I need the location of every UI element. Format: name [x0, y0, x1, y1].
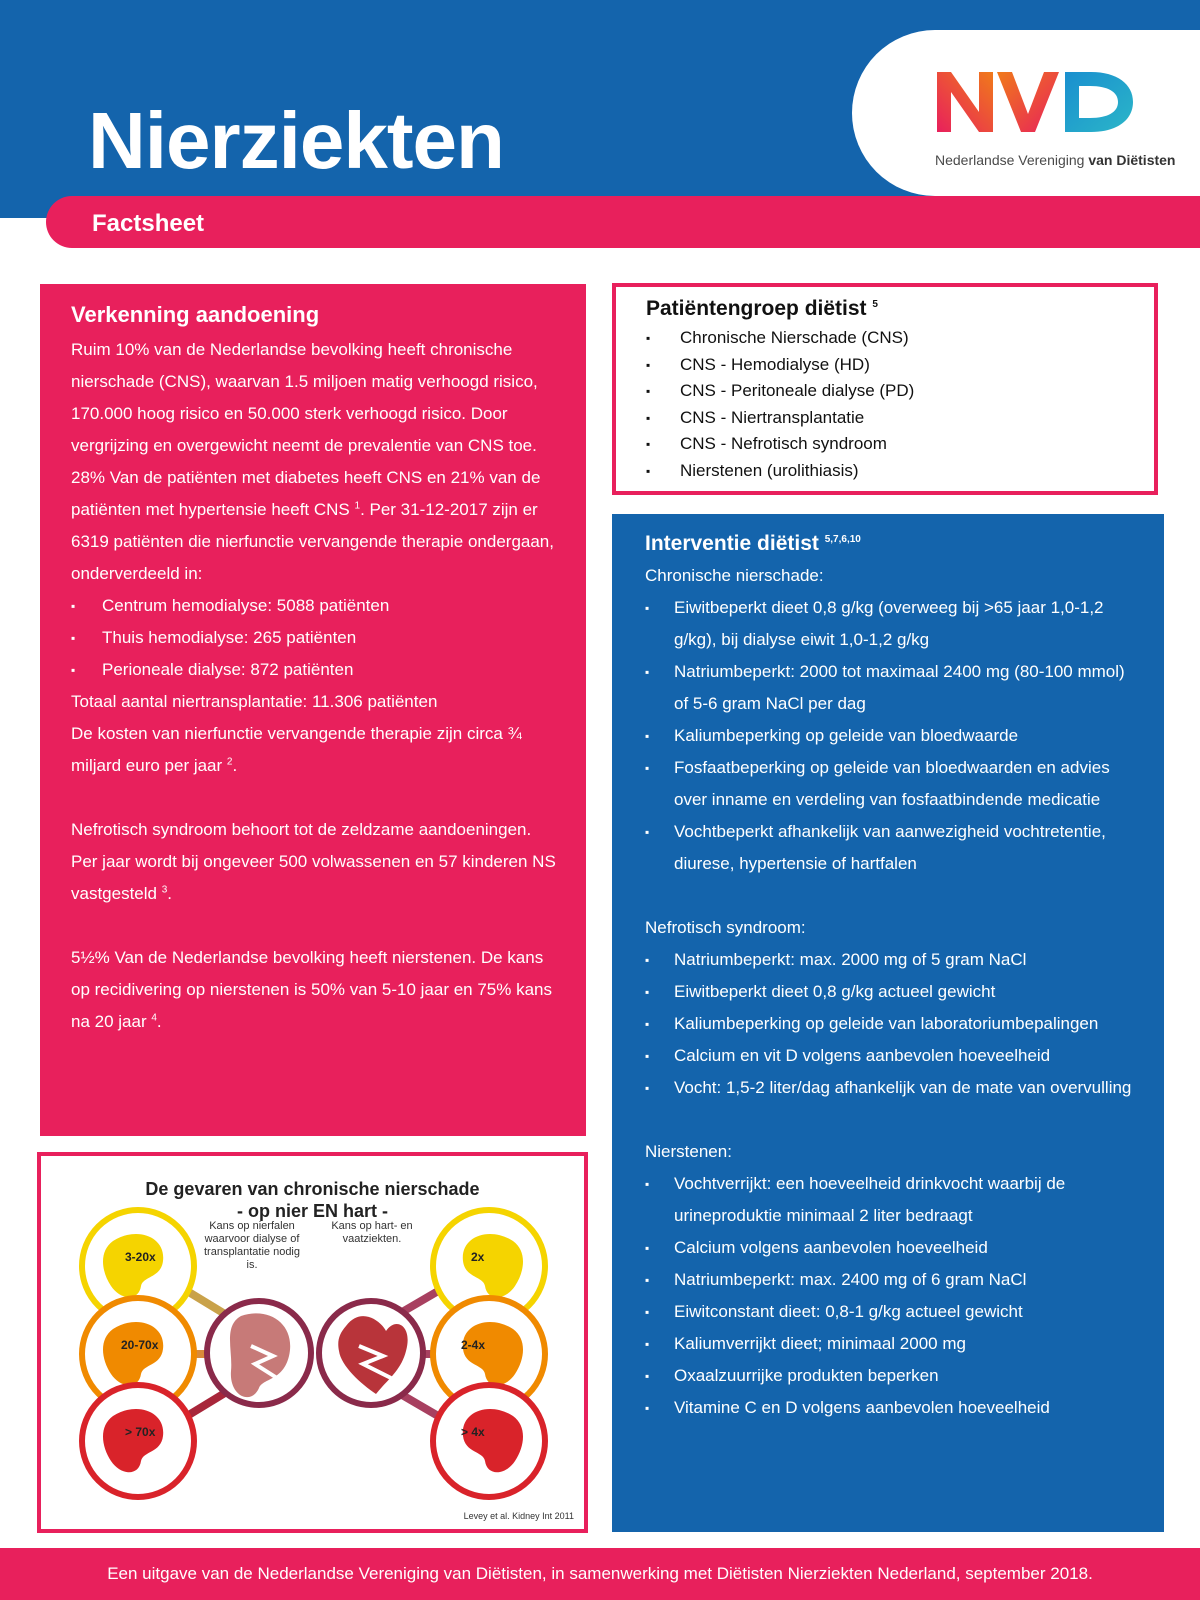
logo-letter-v [997, 72, 1059, 132]
list-item: ▪ Natriumbeperkt: max. 2000 mg of 5 gram NaCl [645, 944, 1134, 976]
section-interventie [612, 514, 1164, 1532]
section-verkenning [40, 284, 586, 1136]
list-item: ▪ CNS - Nefrotisch syndroom [646, 431, 1124, 458]
list-item: ▪ Vochtbeperkt afhankelijk van aanwezigheid vochtretentie, diurese, hypertensie of hartfalen [645, 816, 1134, 880]
list-item: ▪ Fosfaatbeperking op geleide van bloedwaarden en advies over inname en verdeling van fosfaatbindende medicatie [645, 752, 1134, 816]
intervention-list-ns [645, 944, 1134, 1104]
list-item: ▪ Vocht: 1,5-2 liter/dag afhankelijk van de mate van overvulling [645, 1072, 1134, 1104]
nvd-logo [933, 68, 1183, 188]
section-heading: Patiëntengroep diëtist $^5$ [646, 297, 878, 320]
list-item: ▪ Kaliumbeperking op geleide van laboratoriumbepalingen [645, 1008, 1134, 1040]
infographic-subtitle: - op nier EN hart - [236, 1201, 388, 1221]
list-item: ▪ Kaliumverrijkt dieet; minimaal 2000 mg [645, 1328, 1134, 1360]
list-item: ▪ Natriumbeperkt: max. 2400 mg of 6 gram NaCl [645, 1264, 1134, 1296]
heart-risk-label: > 4x [461, 1425, 485, 1439]
list-item: ▪ Eiwitbeperkt dieet 0,8 g/kg (overweeg bij >65 jaar 1,0-1,2 g/kg), bij dialyse eiwit 1,0-1,2 g/kg [645, 592, 1134, 656]
heart-risk-label: 2x [471, 1250, 485, 1264]
infographic-citation: Levey et al. Kidney Int 2011 [463, 1511, 574, 1521]
logo-tagline: Nederlandse Vereniging van Diëtisten [935, 152, 1176, 168]
subsection-label: Nierstenen: [645, 1142, 732, 1161]
list-item: ▪ Chronische Nierschade (CNS) [646, 325, 1124, 352]
infographic [37, 1152, 588, 1533]
list-item: ▪ Eiwitbeperkt dieet 0,8 g/kg actueel gewicht [645, 976, 1134, 1008]
infographic-title: De gevaren van chronische nierschade [145, 1179, 480, 1199]
footer: Een uitgave van de Nederlandse Vereniging van Diëtisten, in samenwerking met Diëtisten Nierziekten Nederland, september 2018. [0, 1548, 1200, 1600]
list-item: ▪ Natriumbeperkt: 2000 tot maximaal 2400 mg (80-100 mmol) of 5-6 gram NaCl per dag [645, 656, 1134, 720]
section-heading: Verkenning aandoening [71, 302, 320, 327]
list-item: ▪ Vitamine C en D volgens aanbevolen hoeveelheid [645, 1392, 1134, 1424]
list-item: ▪ Thuis hemodialyse: 265 patiënten [71, 622, 556, 654]
list-item: ▪ CNS - Hemodialyse (HD) [646, 352, 1124, 379]
paragraph-diabetes: 28% Van de patiënten met diabetes heeft CNS en 21% van de patiënten met hypertensie heeft CNS $^1$. Per 31-12-2017 zijn er 6319 patiënten die nierfunctie vervangende therapie ondergaan, onderverdeeld in: [71, 468, 554, 583]
subsection-label: Chronische nierschade: [645, 566, 824, 585]
heart-caption: Kans op hart- en vaatziekten. [331, 1220, 413, 1245]
paragraph-nierstenen: 5½% Van de Nederlandse bevolking heeft nierstenen. De kans op recidivering op nierstenen is 50% van 5-10 jaar en 75% kans na 20 jaar $^4$. [71, 948, 553, 1031]
page-title: Nierziekten [88, 96, 504, 185]
list-item: ▪ Nierstenen (urolithiasis) [646, 458, 1124, 485]
list-item: ▪ Kaliumbeperking op geleide van bloedwaarde [645, 720, 1134, 752]
factsheet-label: Factsheet [92, 210, 205, 237]
heart-risk-label: 2-4x [461, 1338, 486, 1352]
kidney-risk-label: 3-20x [125, 1250, 156, 1264]
list-item: ▪ Centrum hemodialyse: 5088 patiënten [71, 590, 556, 622]
kidney-risk-label: 20-70x [121, 1338, 159, 1352]
paragraph-nefrotisch: Nefrotisch syndroom behoort tot de zeldzame aandoeningen. Per jaar wordt bij ongeveer 500 volwassenen en 57 kinderen NS vastgesteld $^3$. [71, 820, 556, 903]
paragraph-transplant: Totaal aantal niertransplantatie: 11.306 patiënten [71, 692, 438, 711]
kidney-risk-label: > 70x [125, 1425, 156, 1439]
list-item: ▪ Calcium volgens aanbevolen hoeveelheid [645, 1232, 1134, 1264]
factsheet-bar [46, 196, 1200, 248]
section-heading: Interventie diëtist $^{5,7,6,10}$ [645, 532, 861, 555]
logo-letter-d [1065, 72, 1133, 132]
list-item: ▪ Eiwitconstant dieet: 0,8-1 g/kg actueel gewicht [645, 1296, 1134, 1328]
dialysis-list [71, 590, 556, 686]
paragraph-costs: De kosten van nierfunctie vervangende therapie zijn circa ¾ miljard euro per jaar $^2$. [71, 724, 522, 775]
intervention-list-stones [645, 1168, 1134, 1424]
list-item: ▪ Vochtverrijkt: een hoeveelheid drinkvocht waarbij de urineproduktie minimaal 2 liter bedraagt [645, 1168, 1134, 1232]
section-patientengroep [612, 283, 1158, 495]
list-item: ▪ CNS - Peritoneale dialyse (PD) [646, 378, 1124, 405]
logo-letter-n [937, 72, 993, 132]
paragraph-prevalence: Ruim 10% van de Nederlandse bevolking heeft chronische nierschade (CNS), waarvan 1.5 miljoen matig verhoogd risico, 170.000 hoog risico en 50.000 sterk verhoogd risico. Door vergrijzing en overgewicht neemt de prevalentie van CNS toe. [71, 340, 538, 455]
intervention-list-cns [645, 592, 1134, 880]
list-item: ▪ Oxaalzuurrijke produkten beperken [645, 1360, 1134, 1392]
list-item: ▪ Perioneale dialyse: 872 patiënten [71, 654, 556, 686]
kidney-caption: Kans op nierfalen waarvoor dialyse of transplantatie nodig is. [203, 1220, 300, 1271]
list-item: ▪ CNS - Niertransplantatie [646, 405, 1124, 432]
patient-group-list [646, 325, 1124, 484]
list-item: ▪ Calcium en vit D volgens aanbevolen hoeveelheid [645, 1040, 1134, 1072]
subsection-label: Nefrotisch syndroom: [645, 918, 806, 937]
